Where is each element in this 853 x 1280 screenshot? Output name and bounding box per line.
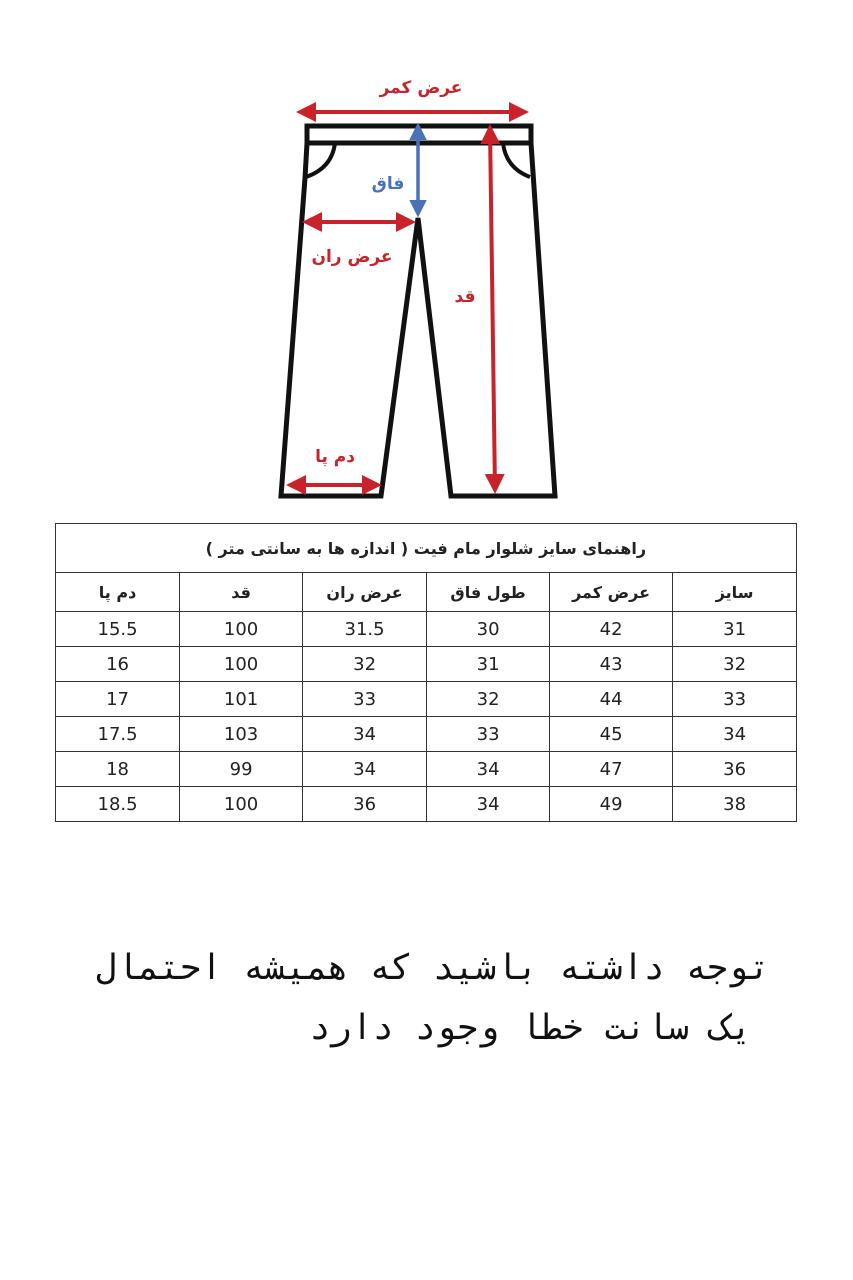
cell-thigh-width: 34 bbox=[303, 717, 427, 752]
cell-hem: 18 bbox=[56, 752, 180, 787]
note-line-2: یک سانت خطا وجود دارد bbox=[309, 1008, 752, 1048]
cell-size: 38 bbox=[673, 787, 797, 822]
cell-size: 33 bbox=[673, 682, 797, 717]
cell-length: 99 bbox=[180, 752, 303, 787]
header-waist-width: عرض کمر bbox=[550, 573, 673, 612]
size-guide-table bbox=[55, 523, 797, 822]
header-length: قد bbox=[180, 573, 303, 612]
cell-rise-length: 34 bbox=[427, 787, 550, 822]
cell-size: 34 bbox=[673, 717, 797, 752]
left-pocket bbox=[306, 143, 335, 177]
cell-length: 100 bbox=[180, 647, 303, 682]
header-hem: دم پا bbox=[56, 573, 180, 612]
cell-length: 100 bbox=[180, 612, 303, 647]
cell-waist-width: 44 bbox=[550, 682, 673, 717]
cell-length: 100 bbox=[180, 787, 303, 822]
cell-hem: 16 bbox=[56, 647, 180, 682]
note-line-1: توجه داشته باشید که همیشه احتمال bbox=[95, 948, 770, 988]
table-row bbox=[56, 717, 797, 752]
cell-rise-length: 31 bbox=[427, 647, 550, 682]
pants-size-diagram bbox=[0, 0, 853, 520]
table-title-row bbox=[56, 524, 797, 573]
thigh-width-label: عرض ران bbox=[311, 247, 393, 267]
cell-hem: 18.5 bbox=[56, 787, 180, 822]
cell-thigh-width: 33 bbox=[303, 682, 427, 717]
header-size: سایز bbox=[673, 573, 797, 612]
cell-rise-length: 34 bbox=[427, 752, 550, 787]
cell-length: 103 bbox=[180, 717, 303, 752]
measurement-error-note bbox=[70, 938, 770, 1058]
table-row bbox=[56, 787, 797, 822]
cell-hem: 17.5 bbox=[56, 717, 180, 752]
cell-waist-width: 49 bbox=[550, 787, 673, 822]
cell-size: 32 bbox=[673, 647, 797, 682]
waist-width-label: عرض کمر bbox=[379, 78, 463, 98]
cell-rise-length: 33 bbox=[427, 717, 550, 752]
header-thigh-width: عرض ران bbox=[303, 573, 427, 612]
cell-waist-width: 43 bbox=[550, 647, 673, 682]
cell-thigh-width: 36 bbox=[303, 787, 427, 822]
cell-thigh-width: 31.5 bbox=[303, 612, 427, 647]
cell-waist-width: 42 bbox=[550, 612, 673, 647]
table-row bbox=[56, 647, 797, 682]
length-label: قد bbox=[454, 287, 476, 307]
table-header-row bbox=[56, 573, 797, 612]
cell-waist-width: 45 bbox=[550, 717, 673, 752]
hem-label: دم پا bbox=[315, 447, 355, 467]
table-row bbox=[56, 752, 797, 787]
right-pocket bbox=[503, 143, 530, 177]
cell-thigh-width: 34 bbox=[303, 752, 427, 787]
cell-size: 31 bbox=[673, 612, 797, 647]
cell-length: 101 bbox=[180, 682, 303, 717]
cell-hem: 15.5 bbox=[56, 612, 180, 647]
table-row bbox=[56, 682, 797, 717]
table-row bbox=[56, 612, 797, 647]
header-rise-length: طول فاق bbox=[427, 573, 550, 612]
cell-size: 36 bbox=[673, 752, 797, 787]
cell-waist-width: 47 bbox=[550, 752, 673, 787]
cell-rise-length: 32 bbox=[427, 682, 550, 717]
length-arrow bbox=[490, 128, 495, 490]
cell-hem: 17 bbox=[56, 682, 180, 717]
rise-label: فاق bbox=[371, 174, 405, 194]
table-title: راهنمای سایز شلوار مام فیت ( اندازه ها به سانتی متر ) bbox=[56, 524, 797, 573]
cell-thigh-width: 32 bbox=[303, 647, 427, 682]
cell-rise-length: 30 bbox=[427, 612, 550, 647]
